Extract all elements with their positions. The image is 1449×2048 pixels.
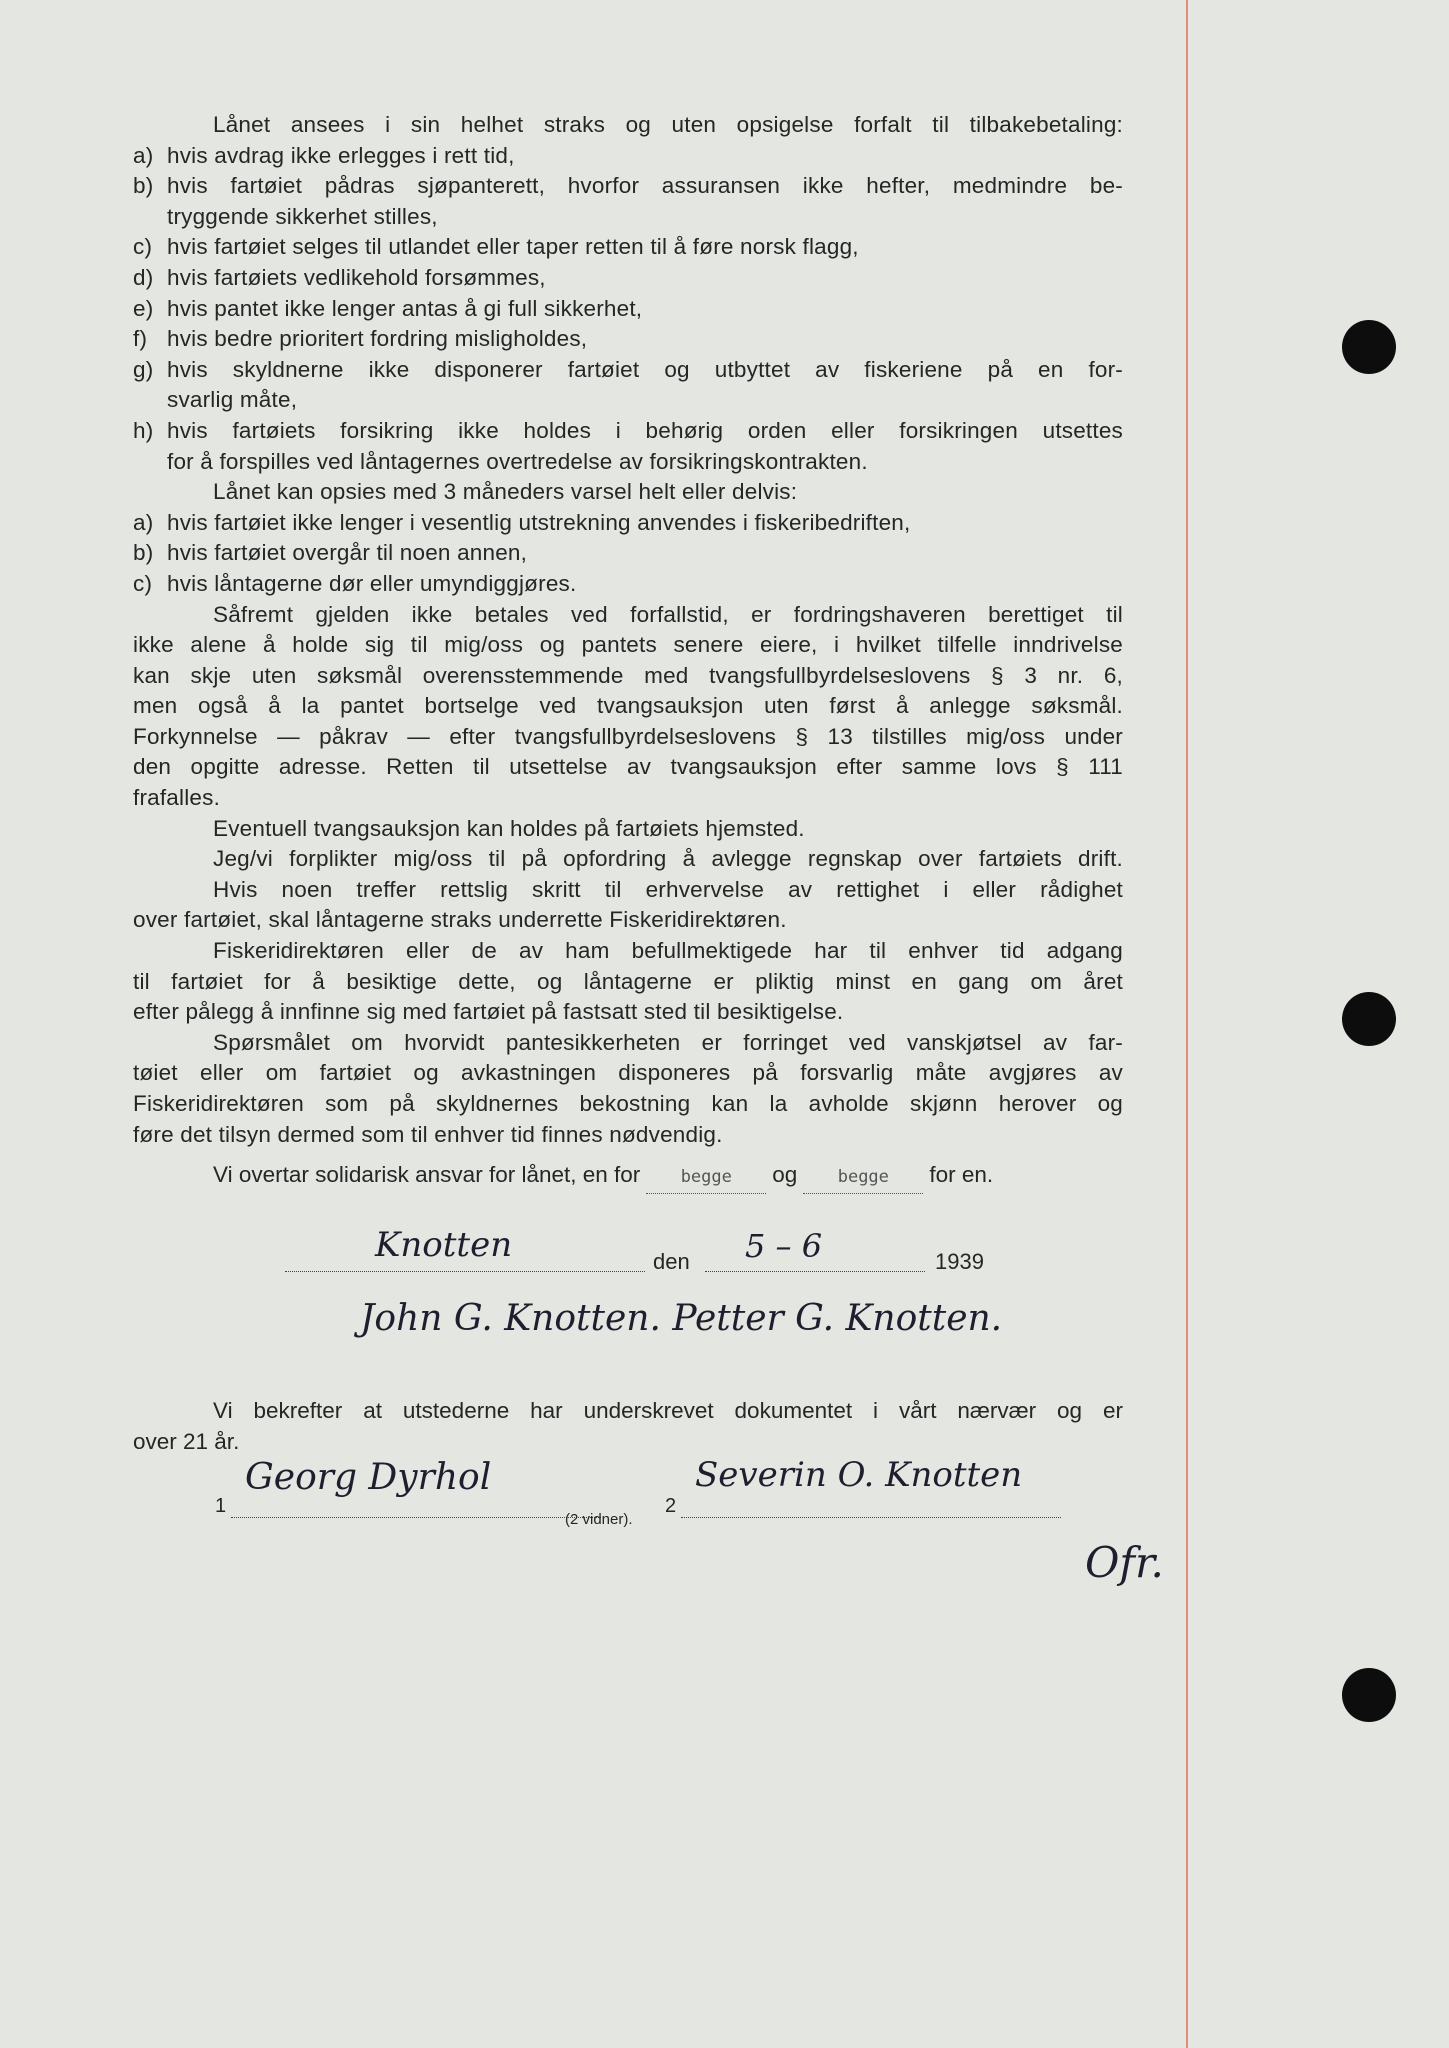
witness-2-number: 2 bbox=[665, 1495, 677, 1517]
paragraph-line: kan skje uten søksmål overensstemmende med tvangsfullbyrdelseslovens § 3 nr. 6, bbox=[133, 662, 1123, 688]
list-item bbox=[133, 538, 1123, 569]
list-item bbox=[133, 447, 1123, 478]
list-item-text: hvis låntagerne dør eller umyndiggjøres. bbox=[167, 570, 577, 596]
den-label: den bbox=[653, 1249, 690, 1274]
list-item-text: hvis skyldnerne ikke disponerer fartøiet og utbyttet av fiskeriene på en for- bbox=[167, 356, 1123, 382]
list-item-label: b) bbox=[133, 173, 154, 199]
witness-signatures bbox=[215, 1455, 1095, 1528]
list-item-label: c) bbox=[133, 234, 153, 260]
year-label: 1939 bbox=[935, 1249, 984, 1274]
list-item bbox=[133, 385, 1123, 416]
list-item-text: tryggende sikkerhet stilles, bbox=[167, 203, 438, 229]
list-item-text: hvis fartøiet pådras sjøpanterett, hvorfor assuransen ikke hefter, medmindre be- bbox=[167, 173, 1123, 199]
date-handwritten: 5 – 6 bbox=[745, 1227, 823, 1265]
list-item bbox=[133, 171, 1123, 202]
liability-fill-1: begge bbox=[646, 1162, 766, 1194]
notice-intro: Lånet kan opsies med 3 måneders varsel helt eller delvis: bbox=[213, 479, 798, 505]
list-item-text: hvis fartøiet selges til utlandet eller taper retten til å føre norsk flagg, bbox=[167, 234, 859, 260]
list-item-label: d) bbox=[133, 264, 154, 290]
red-margin-line bbox=[1186, 0, 1188, 2048]
witness-statement bbox=[133, 1396, 1123, 1457]
punch-hole-bottom bbox=[1342, 1668, 1396, 1722]
paragraph-line: tøiet eller om fartøiet og avkastningen disponeres på forsvarlig måte avgjøres av bbox=[133, 1060, 1123, 1086]
loan-terms-text bbox=[133, 110, 1123, 1150]
list-item-label: e) bbox=[133, 295, 154, 321]
liability-mid: og bbox=[772, 1162, 798, 1187]
paragraph-line: Såfremt gjelden ikke betales ved forfallstid, er fordringshaveren berettiget til bbox=[213, 601, 1123, 627]
punch-hole-middle bbox=[1342, 992, 1396, 1046]
witness-2-line bbox=[681, 1517, 1061, 1518]
punch-hole-top bbox=[1342, 320, 1396, 374]
list-item-label: h) bbox=[133, 417, 154, 443]
inspection-paragraph bbox=[133, 936, 1123, 1028]
paragraph-line: frafalles. bbox=[133, 785, 221, 811]
place-dotted-line bbox=[285, 1271, 645, 1272]
witness-1-signature: Georg Dyrhol bbox=[245, 1457, 492, 1498]
list-item bbox=[133, 263, 1123, 294]
liability-suffix: for en. bbox=[929, 1162, 994, 1187]
liability-prefix: Vi overtar solidarisk ansvar for lånet, en for bbox=[213, 1162, 641, 1187]
list-item-label: g) bbox=[133, 356, 154, 382]
paragraph-line: ikke alene å holde sig til mig/oss og pantets senere eiere, i hvilket tilfelle inndrivelse bbox=[133, 632, 1123, 658]
paragraph-line: den opgitte adresse. Retten til utsettelse av tvangsauksjon efter samme lovs § 111 bbox=[133, 754, 1123, 780]
list-item bbox=[133, 324, 1123, 355]
enforcement-paragraph bbox=[133, 600, 1123, 814]
liability-line bbox=[133, 1160, 1123, 1194]
list-item bbox=[133, 355, 1123, 386]
list-item-label: c) bbox=[133, 570, 153, 596]
list-item bbox=[133, 202, 1123, 233]
list-item-text: hvis pantet ikke lenger antas å gi full sikkerhet, bbox=[167, 295, 643, 321]
paragraph-line: Hvis noen treffer rettslig skritt til erhvervelse av rettighet i eller rådighet bbox=[213, 876, 1123, 902]
paragraph-line: men også å la pantet bortselge ved tvangsauksjon uten først å anlegge søksmål. bbox=[133, 693, 1123, 719]
terms-intro: Lånet ansees i sin helhet straks og uten opsigelse forfalt til tilbakebetaling: bbox=[213, 112, 1123, 137]
list-item bbox=[133, 416, 1123, 447]
accounting-paragraph: Jeg/vi forplikter mig/oss til på opfordring å avlegge regnskap over fartøiets drift. bbox=[213, 846, 1123, 872]
borrower-signatures: John G. Knotten. Petter G. Knotten. bbox=[360, 1298, 1003, 1339]
paragraph-line: Fiskeridirektøren som på skyldnernes bekostning kan la avholde skjønn herover og bbox=[133, 1091, 1123, 1116]
list-item-label: a) bbox=[133, 142, 154, 168]
official-mark: Ofr. bbox=[1085, 1538, 1164, 1587]
liability-fill-2: begge bbox=[803, 1162, 923, 1194]
paragraph-line: til fartøiet for å besiktige dette, og låntagerne er pliktig minst en gang om året bbox=[133, 968, 1123, 994]
witness-statement-line-2: over 21 år. bbox=[133, 1428, 240, 1454]
default-conditions-list bbox=[133, 141, 1123, 478]
list-item-label: a) bbox=[133, 509, 154, 535]
place-date-row bbox=[285, 1225, 1005, 1275]
paragraph-line: over fartøiet, skal låntagerne straks underrette Fiskeridirektøren. bbox=[133, 907, 787, 933]
witness-1-number: 1 bbox=[215, 1495, 227, 1517]
paragraph-line: føre det tilsyn dermed som til enhver tid finnes nødvendig. bbox=[133, 1121, 723, 1147]
list-item-text: hvis fartøiet overgår til noen annen, bbox=[167, 540, 528, 566]
list-item bbox=[133, 569, 1123, 600]
list-item bbox=[133, 294, 1123, 325]
list-item-text: hvis bedre prioritert fordring misligholdes, bbox=[167, 326, 588, 352]
paragraph-line: Forkynnelse — påkrav — efter tvangsfullbyrdelseslovens § 13 tilstilles mig/oss under bbox=[133, 723, 1123, 749]
list-item-label: b) bbox=[133, 540, 154, 566]
list-item-text: hvis fartøiets forsikring ikke holdes i behørig orden eller forsikringen utsettes bbox=[167, 417, 1123, 443]
list-item-text: hvis avdrag ikke erlegges i rett tid, bbox=[167, 142, 515, 168]
witness-count-note: (2 vidner). bbox=[565, 1511, 633, 1528]
witness-statement-line-1: Vi bekrefter at utstederne har underskrevet dokumentet i vårt nærvær og er bbox=[213, 1398, 1123, 1423]
auction-paragraph: Eventuell tvangsauksjon kan holdes på fartøiets hjemsted. bbox=[213, 815, 805, 841]
list-item-text: for å forspilles ved låntagernes overtredelse av forsikringskontrakten. bbox=[167, 448, 868, 474]
list-item-text: hvis fartøiet ikke lenger i vesentlig utstrekning anvendes i fiskeribedriften, bbox=[167, 509, 911, 535]
list-item-label: f) bbox=[133, 326, 148, 352]
paragraph-line: Spørsmålet om hvorvidt pantesikkerheten er forringet ved vanskjøtsel av far- bbox=[213, 1029, 1123, 1055]
paragraph-line: efter pålegg å innfinne sig med fartøiet på fastsatt sted til besiktigelse. bbox=[133, 999, 844, 1025]
place-handwritten: Knotten bbox=[375, 1225, 513, 1265]
witness-2-signature: Severin O. Knotten bbox=[695, 1455, 1023, 1495]
date-dotted-line bbox=[705, 1271, 925, 1272]
list-item-text: hvis fartøiets vedlikehold forsømmes, bbox=[167, 264, 546, 290]
list-item-text: svarlig måte, bbox=[167, 387, 298, 413]
rights-paragraph bbox=[133, 875, 1123, 936]
witness-1-line bbox=[231, 1517, 601, 1518]
notice-conditions-list bbox=[133, 508, 1123, 600]
list-item bbox=[133, 141, 1123, 172]
security-paragraph bbox=[133, 1028, 1123, 1150]
list-item bbox=[133, 232, 1123, 263]
list-item bbox=[133, 508, 1123, 539]
paragraph-line: Fiskeridirektøren eller de av ham befullmektigede har til enhver tid adgang bbox=[213, 938, 1123, 964]
